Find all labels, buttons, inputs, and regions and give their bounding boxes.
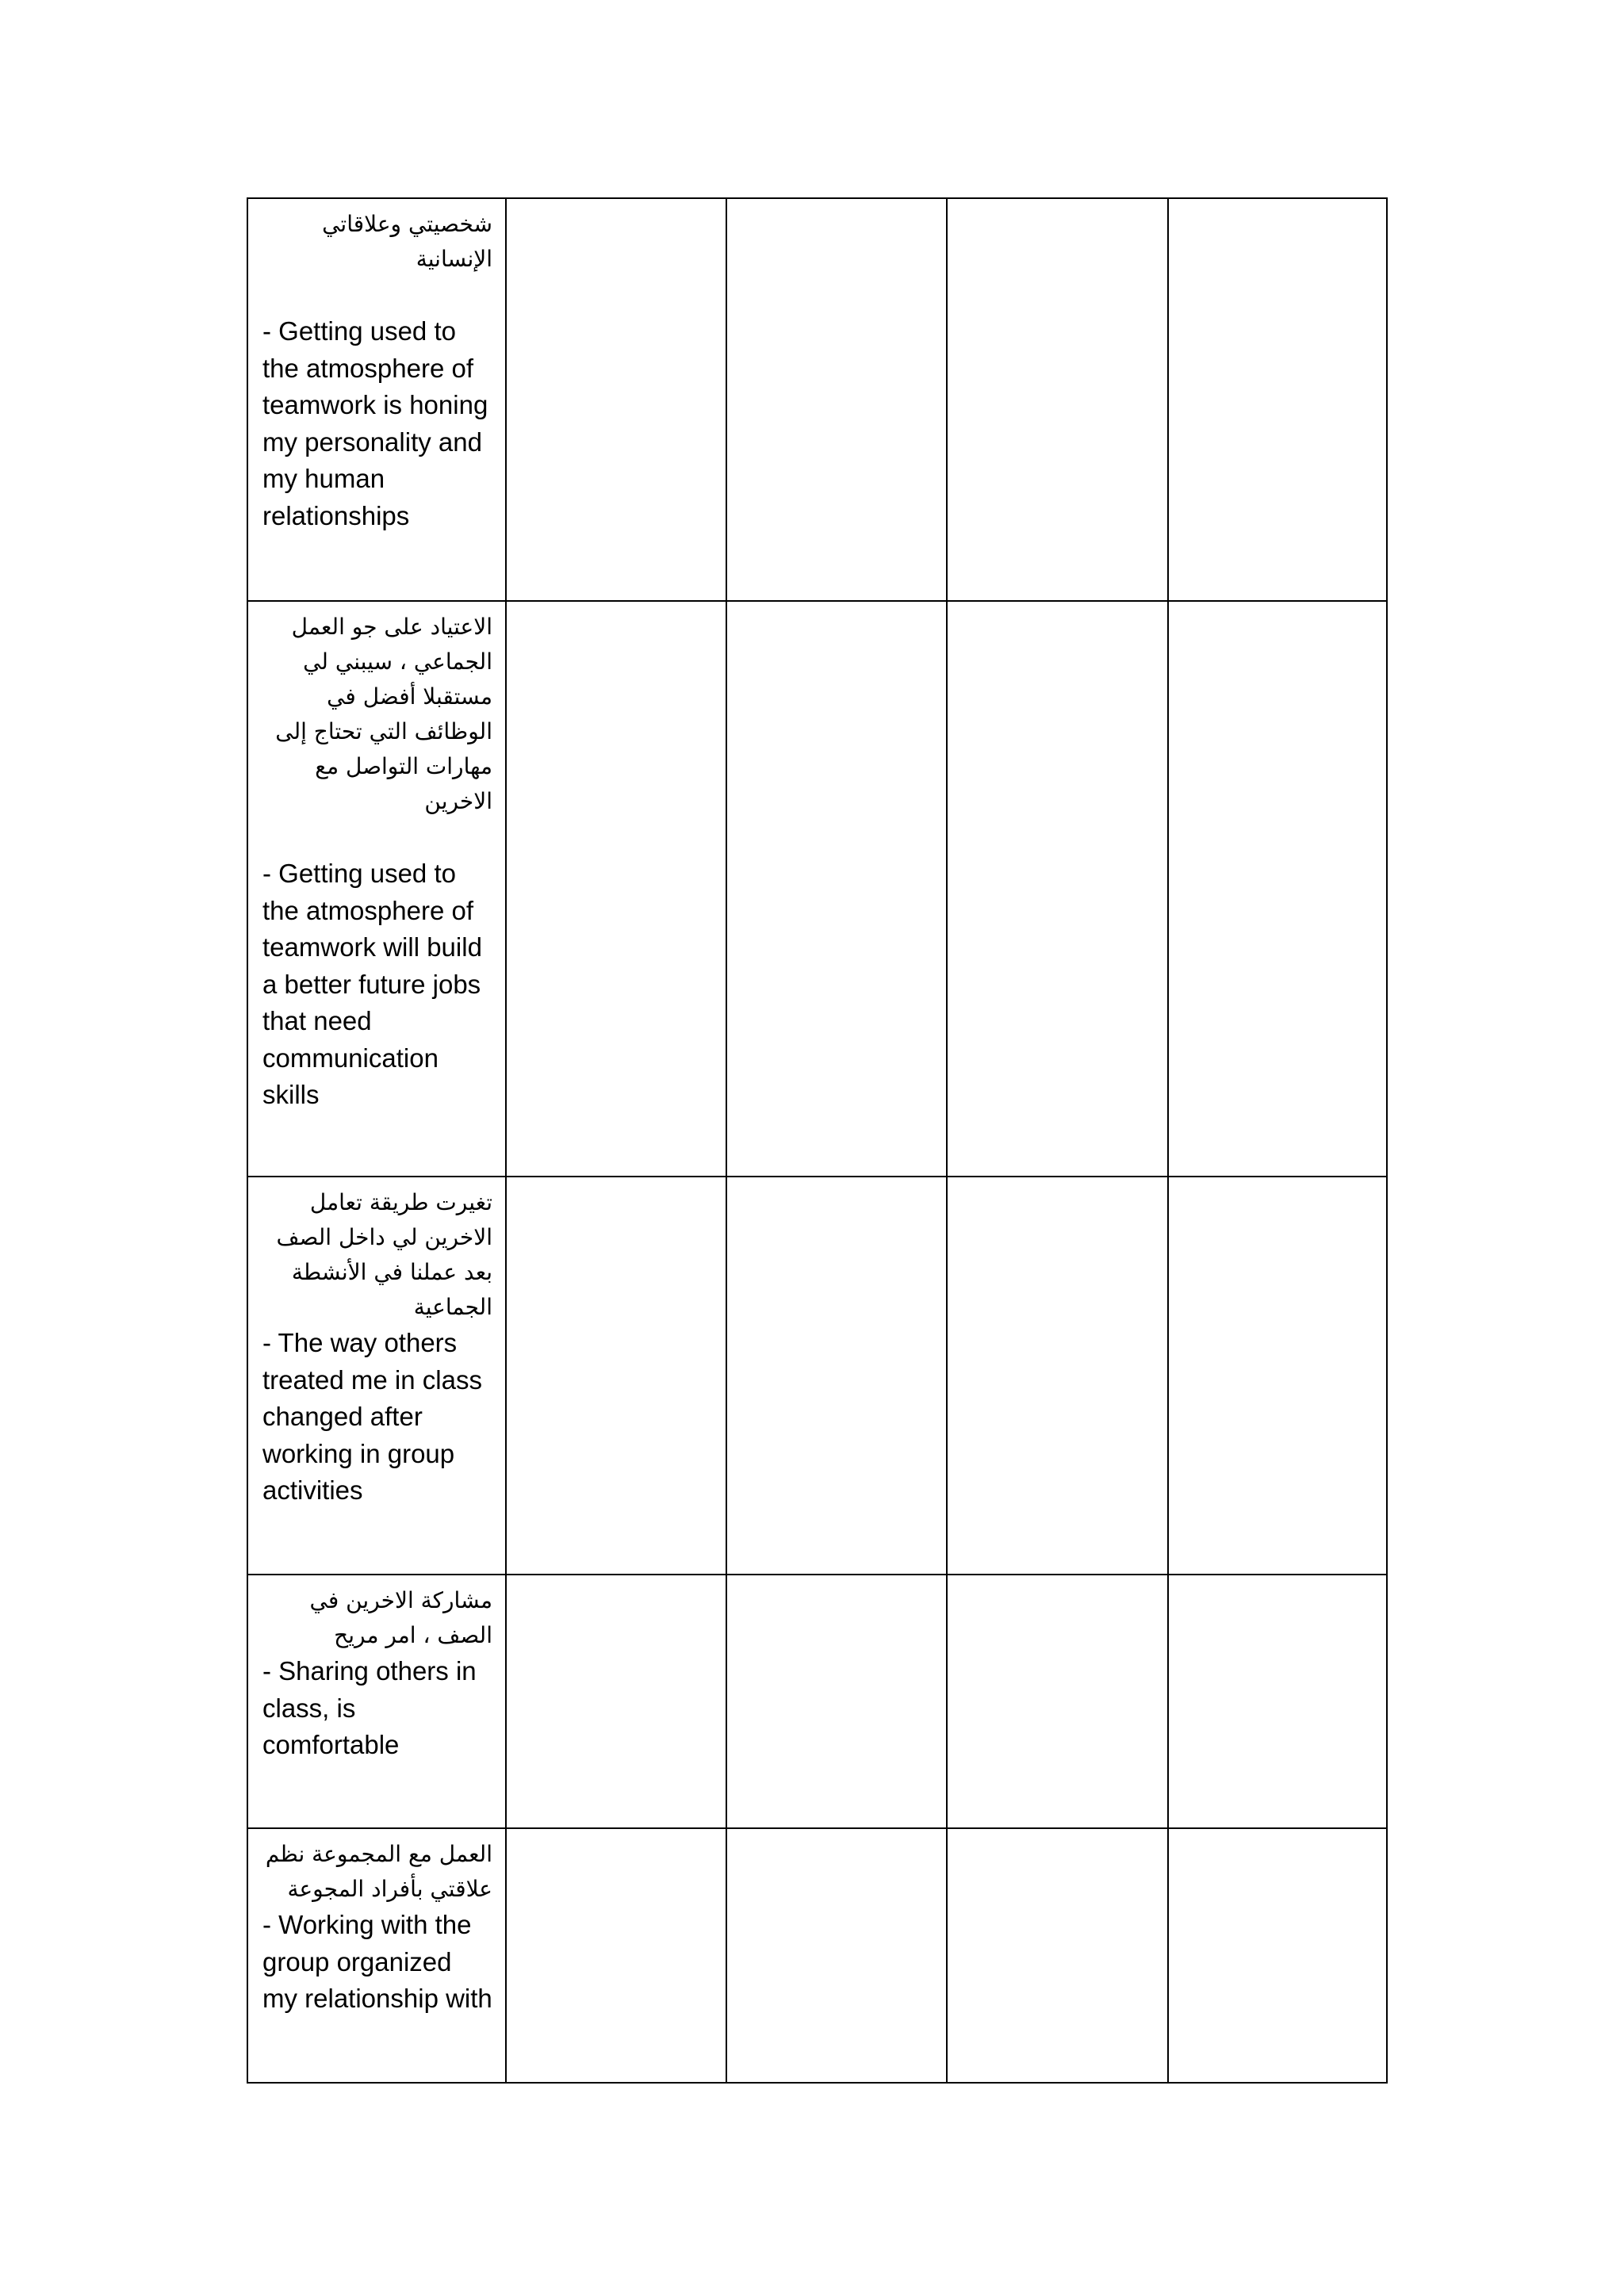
table-row	[247, 1177, 1387, 1575]
response-cell[interactable]	[1168, 1177, 1387, 1575]
response-cell[interactable]	[947, 1575, 1168, 1828]
statement-arabic: مشاركة الاخرين في الصف ، امر مريح	[309, 1587, 492, 1648]
statement-cell	[247, 198, 506, 601]
table-row	[247, 198, 1387, 601]
table-row	[247, 1575, 1387, 1828]
response-cell[interactable]	[506, 1177, 726, 1575]
response-cell[interactable]	[1168, 198, 1387, 601]
response-cell[interactable]	[726, 198, 947, 601]
table-row	[247, 1828, 1387, 2083]
statement-arabic: الاعتياد على جو العمل الجماعي ، سيبني لي مستقبلا أفضل في الوظائف التي تحتاج إلى مهارات التواصل مع الاخرين	[275, 614, 492, 814]
response-cell[interactable]	[947, 601, 1168, 1177]
response-cell[interactable]	[506, 1828, 726, 2083]
statement-cell	[247, 1177, 506, 1575]
survey-table	[247, 197, 1388, 2084]
response-cell[interactable]	[726, 1828, 947, 2083]
response-cell[interactable]	[1168, 601, 1387, 1177]
response-cell[interactable]	[947, 1177, 1168, 1575]
statement-english: - Getting used to the atmosphere of teamwork is honing my personality and my human relationships	[262, 316, 488, 530]
statement-cell	[247, 601, 506, 1177]
response-cell[interactable]	[726, 1177, 947, 1575]
table-row	[247, 601, 1387, 1177]
statement-arabic: شخصيتي وعلاقاتي الإنسانية	[322, 211, 492, 272]
response-cell[interactable]	[947, 1828, 1168, 2083]
statement-arabic: تغيرت طريقة تعامل الاخرين لي داخل الصف بعد عملنا في الأنشطة الجماعية	[276, 1189, 492, 1320]
response-cell[interactable]	[506, 601, 726, 1177]
statement-english: - Working with the group organized my relationship with	[262, 1910, 492, 2013]
statement-arabic: العمل مع المجموعة نظم علاقتي بأفراد المجوعة	[265, 1841, 492, 1902]
response-cell[interactable]	[1168, 1828, 1387, 2083]
response-cell[interactable]	[726, 601, 947, 1177]
response-cell[interactable]	[1168, 1575, 1387, 1828]
response-cell[interactable]	[726, 1575, 947, 1828]
response-cell[interactable]	[947, 198, 1168, 601]
statement-english: - Sharing others in class, is comfortable	[262, 1656, 477, 1759]
response-cell[interactable]	[506, 1575, 726, 1828]
response-cell[interactable]	[506, 198, 726, 601]
statement-english: - Getting used to the atmosphere of teamwork will build a better future jobs that need communication skills	[262, 859, 482, 1109]
statement-cell	[247, 1828, 506, 2083]
statement-english: - The way others treated me in class changed after working in group activities	[262, 1328, 482, 1505]
statement-cell	[247, 1575, 506, 1828]
